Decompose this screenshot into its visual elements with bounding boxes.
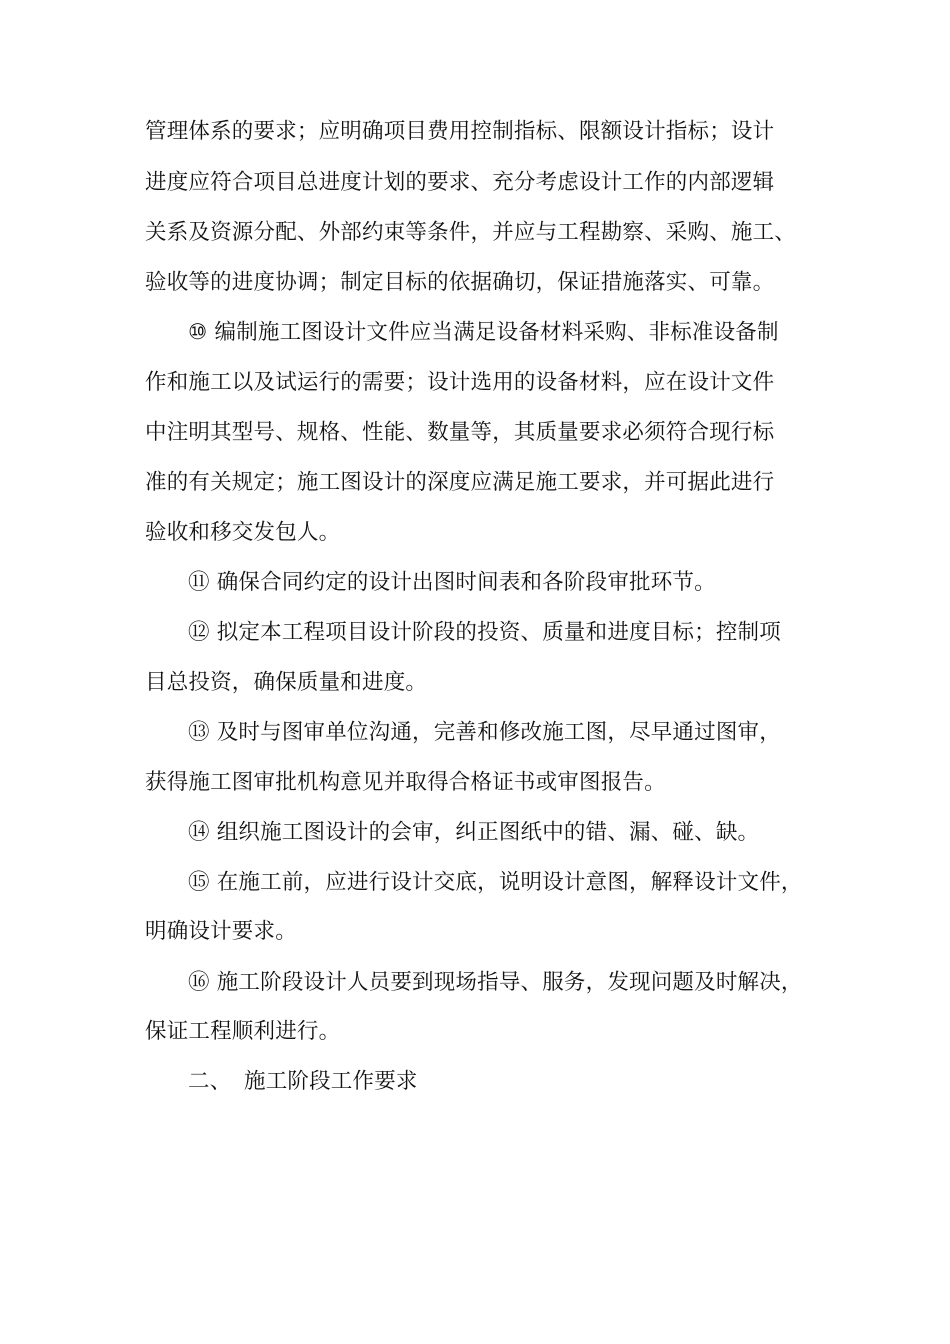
text-line: 目总投资，确保质量和进度。	[145, 670, 428, 695]
list-item-12-start: ⑫ 拟定本工程项目设计阶段的投资、质量和进度目标；控制项	[188, 620, 781, 645]
text-line: 中注明其型号、规格、性能、数量等，其质量要求必须符合现行标	[145, 420, 775, 445]
text-line: 作和施工以及试运行的需要；设计选用的设备材料，应在设计文件	[145, 370, 775, 395]
list-item-13-start: ⑬ 及时与图审单位沟通，完善和修改施工图，尽早通过图审，	[188, 720, 781, 745]
list-item-14: ⑭ 组织施工图设计的会审，纠正图纸中的错、漏、碰、缺。	[188, 820, 760, 845]
text-line: 关系及资源分配、外部约束等条件，并应与工程勘察、采购、施工、	[145, 220, 797, 245]
text-line: 获得施工图审批机构意见并取得合格证书或审图报告。	[145, 770, 666, 795]
list-item-16-start: ⑯ 施工阶段设计人员要到现场指导、服务，发现问题及时解决，	[188, 970, 803, 995]
list-item-11: ⑪ 确保合同约定的设计出图时间表和各阶段审批环节。	[188, 570, 716, 595]
text-line: 保证工程顺利进行。	[145, 1019, 341, 1044]
section-heading	[188, 1067, 418, 1097]
list-item-10-start: ⑩ 编制施工图设计文件应当满足设备材料采购、非标准设备制	[188, 320, 779, 345]
list-item-15-start: ⑮ 在施工前，应进行设计交底，说明设计意图，解释设计文件，	[188, 870, 803, 895]
section-title: 施工阶段工作要求	[244, 1069, 418, 1094]
text-line: 明确设计要求。	[145, 919, 297, 944]
text-line: 准的有关规定；施工图设计的深度应满足施工要求，并可据此进行	[145, 470, 775, 495]
text-line: 验收等的进度协调；制定目标的依据确切，保证措施落实、可靠。	[145, 270, 775, 295]
section-number: 二、	[188, 1069, 232, 1094]
text-line: 进度应符合项目总进度计划的要求、充分考虑设计工作的内部逻辑	[145, 170, 775, 195]
text-line: 验收和移交发包人。	[145, 520, 341, 545]
text-line: 管理体系的要求；应明确项目费用控制指标、限额设计指标；设计	[145, 119, 775, 144]
